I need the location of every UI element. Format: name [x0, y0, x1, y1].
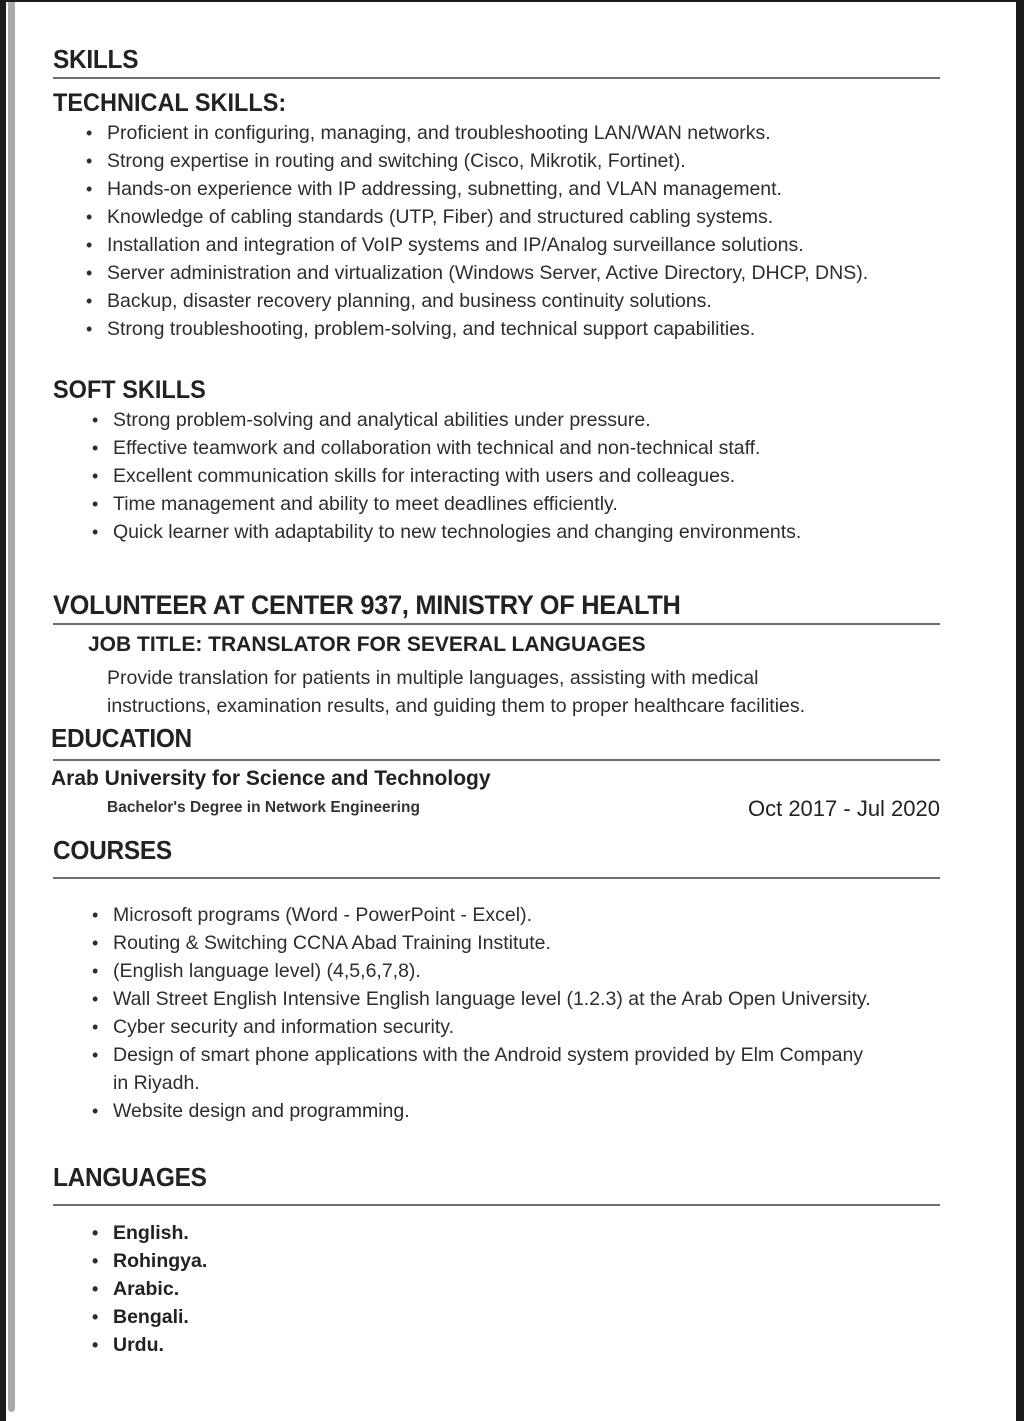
list-item: • Strong expertise in routing and switching (Cisco, Mikrotik, Fortinet).: [107, 147, 907, 175]
courses-list: [113, 901, 883, 1125]
volunteer-description-line-2: instructions, examination results, and guiding them to proper healthcare facilities.: [107, 695, 806, 717]
languages-divider: [53, 1204, 940, 1206]
soft-skills-heading: SOFT SKILLS: [53, 376, 206, 404]
list-item: • Bengali.: [113, 1303, 513, 1331]
courses-divider: [53, 877, 940, 879]
list-item: • Arabic.: [113, 1275, 513, 1303]
list-item: • English.: [113, 1219, 513, 1247]
list-item: • Design of smart phone applications with the Android system provided by Elm Company in Riyadh.: [113, 1041, 883, 1097]
list-item: • Urdu.: [113, 1331, 513, 1359]
education-divider: [53, 759, 940, 761]
list-item: • Hands-on experience with IP addressing, subnetting, and VLAN management.: [107, 175, 907, 203]
courses-heading: COURSES: [53, 835, 172, 865]
volunteer-description-line-1: Provide translation for patients in multiple languages, assisting with medical: [107, 667, 759, 689]
list-item: • Proficient in configuring, managing, and troubleshooting LAN/WAN networks.: [107, 119, 907, 147]
list-item: • Routing & Switching CCNA Abad Training Institute.: [113, 929, 883, 957]
volunteer-divider: [53, 623, 940, 625]
list-item: • Strong problem-solving and analytical abilities under pressure.: [113, 406, 933, 434]
list-item: • Server administration and virtualization (Windows Server, Active Directory, DHCP, DNS).: [107, 259, 907, 287]
list-item: • Strong troubleshooting, problem-solving, and technical support capabilities.: [107, 315, 907, 343]
list-item: • (English language level) (4,5,6,7,8).: [113, 957, 883, 985]
list-item: • Rohingya.: [113, 1247, 513, 1275]
resume-page: [6, 2, 1016, 1421]
list-item: • Cyber security and information security.: [113, 1013, 883, 1041]
list-item: • Installation and integration of VoIP systems and IP/Analog surveillance solutions.: [107, 231, 907, 259]
languages-heading: LANGUAGES: [53, 1162, 207, 1192]
list-item: • Backup, disaster recovery planning, and business continuity solutions.: [107, 287, 907, 315]
education-dates: Oct 2017 - Jul 2020: [747, 796, 940, 821]
languages-list: [113, 1219, 513, 1359]
scrollbar[interactable]: [8, 2, 15, 1412]
list-item: • Wall Street English Intensive English language level (1.2.3) at the Arab Open University.: [113, 985, 883, 1013]
degree: Bachelor's Degree in Network Engineering: [107, 799, 420, 816]
job-title: JOB TITLE: TRANSLATOR FOR SEVERAL LANGUAGES: [88, 633, 646, 656]
technical-skills-heading: TECHNICAL SKILLS:: [53, 89, 287, 117]
list-item: • Effective teamwork and collaboration with technical and non-technical staff.: [113, 434, 933, 462]
education-heading: EDUCATION: [51, 723, 192, 753]
institution-name: Arab University for Science and Technology: [51, 767, 491, 790]
skills-divider: [53, 77, 940, 79]
list-item: • Time management and ability to meet deadlines efficiently.: [113, 490, 933, 518]
list-item: • Quick learner with adaptability to new technologies and changing environments.: [113, 518, 933, 546]
list-item: • Microsoft programs (Word - PowerPoint - Excel).: [113, 901, 883, 929]
list-item: • Website design and programming.: [113, 1097, 883, 1125]
list-item: • Knowledge of cabling standards (UTP, Fiber) and structured cabling systems.: [107, 203, 907, 231]
list-item: • Excellent communication skills for interacting with users and colleagues.: [113, 462, 933, 490]
skills-heading: SKILLS: [53, 44, 139, 74]
volunteer-heading: VOLUNTEER AT CENTER 937, MINISTRY OF HEALTH: [53, 590, 681, 620]
technical-skills-list: [107, 119, 907, 343]
soft-skills-list: [113, 406, 933, 546]
